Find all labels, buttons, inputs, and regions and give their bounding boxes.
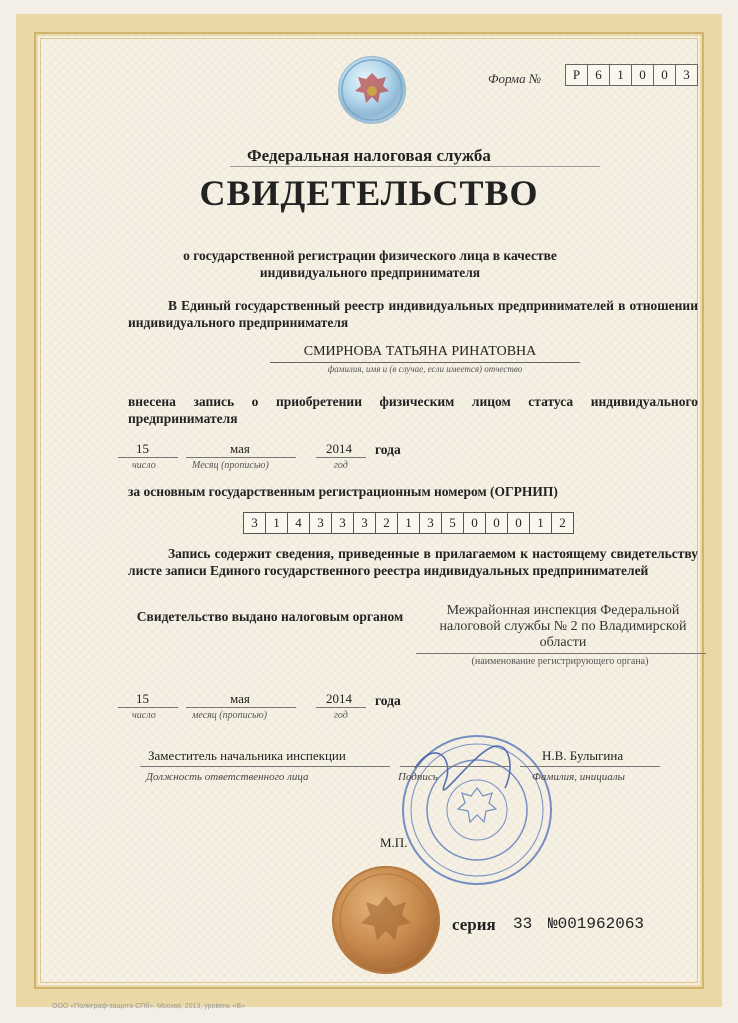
authority-hint: (наименование регистрирующего органа) [471, 656, 649, 667]
entry-day: 15 [136, 441, 149, 456]
gold-seal-icon [332, 866, 440, 974]
issue-year-underline [316, 707, 366, 708]
issue-day-hint: число [132, 710, 156, 721]
content-note-paragraph: Запись содержит сведения, приведенные в прилагаемом к настоящему свидетельству листе записи Единого государственного реестра индивидуальных предпринимателей [128, 546, 698, 578]
ogrnip-digit: 0 [485, 512, 508, 534]
form-code-boxes [566, 64, 698, 86]
series-code: 33 [513, 915, 533, 933]
issued-by-label: Свидетельство выдано налоговым органом [136, 609, 404, 624]
issue-year-suffix: года [375, 693, 401, 708]
organization-name: Федеральная налоговая служба [247, 146, 491, 165]
issue-day-underline [118, 707, 178, 708]
ogrnip-digit: 1 [529, 512, 552, 534]
ogrnip-label: за основным государственным регистрационным номером (ОГРНИП) [128, 484, 558, 499]
signature-underline [400, 766, 510, 767]
person-name-hint: фамилия, имя и (в случае, если имеется) отчество [327, 364, 523, 374]
ogrnip-digit: 5 [441, 512, 464, 534]
signature-hint: Подпись [398, 771, 438, 783]
name-underline [520, 766, 660, 767]
entry-year-hint: год [334, 460, 348, 471]
form-code-char: 0 [631, 64, 654, 86]
ogrnip-digit: 4 [287, 512, 310, 534]
person-name: СМИРНОВА ТАТЬЯНА РИНАТОВНА [303, 344, 537, 359]
entry-month: мая [230, 441, 250, 456]
intro-paragraph: В Единый государственный реестр индивидуальных предпринимателей в отношении индивидуального предпринимателя [128, 298, 698, 330]
name-hint: Фамилия, инициалы [532, 771, 625, 783]
issue-month-hint: месяц (прописью) [192, 710, 267, 721]
ogrnip-digit: 3 [243, 512, 266, 534]
issue-year: 2014 [326, 691, 352, 706]
issue-day: 15 [136, 691, 149, 706]
position-underline [140, 766, 390, 767]
entry-year-suffix: года [375, 442, 401, 457]
issuing-authority: Межрайонная инспекция Федеральной налоговой службы № 2 по Владимирской области [439, 603, 687, 650]
ogrnip-digit: 3 [419, 512, 442, 534]
entry-year-underline [316, 457, 366, 458]
ogrnip-digit: 3 [331, 512, 354, 534]
ogrnip-digit: 2 [551, 512, 574, 534]
ogrnip-digit: 1 [265, 512, 288, 534]
document-subtitle: о государственной регистрации физического лица в качестве индивидуального предпринимателя [183, 248, 557, 280]
entry-paragraph: внесена запись о приобретении физическим лицом статуса индивидуального предпринимателя [128, 394, 698, 426]
stamp-place-label: М.П. [380, 835, 408, 850]
entry-year: 2014 [326, 441, 352, 456]
ogrnip-boxes [244, 512, 574, 534]
ogrnip-digit: 3 [353, 512, 376, 534]
ogrnip-digit: 0 [507, 512, 530, 534]
ogrnip-digit: 0 [463, 512, 486, 534]
entry-month-hint: Месяц (прописью) [192, 460, 269, 471]
form-code-char: 3 [675, 64, 698, 86]
series-number: №001962063 [548, 915, 645, 933]
entry-month-underline [186, 457, 296, 458]
ogrnip-digit: 3 [309, 512, 332, 534]
ogrnip-digit: 2 [375, 512, 398, 534]
signatory-position: Заместитель начальника инспекции [148, 748, 346, 763]
document-title: СВИДЕТЕЛЬСТВО [199, 173, 539, 213]
hologram-emblem-icon [338, 56, 406, 124]
form-code-char: Р [565, 64, 588, 86]
authority-underline [416, 653, 706, 654]
official-stamp-icon [395, 728, 555, 888]
issue-month: мая [230, 691, 250, 706]
person-name-underline [270, 362, 580, 363]
title-divider [230, 166, 600, 167]
issue-month-underline [186, 707, 296, 708]
entry-day-hint: число [132, 460, 156, 471]
form-label: Форма № [488, 71, 542, 86]
series-label: серия [452, 915, 496, 934]
form-code-char: 6 [587, 64, 610, 86]
issue-year-hint: год [334, 710, 348, 721]
form-code-char: 1 [609, 64, 632, 86]
form-code-char: 0 [653, 64, 676, 86]
position-hint: Должность ответственного лица [146, 771, 309, 783]
printer-imprint: ООО «Полиграф-защита СПб», Москва, 2013, уровень «В» [52, 1003, 245, 1010]
entry-day-underline [118, 457, 178, 458]
ogrnip-digit: 1 [397, 512, 420, 534]
signatory-name: Н.В. Булыгина [542, 748, 624, 763]
